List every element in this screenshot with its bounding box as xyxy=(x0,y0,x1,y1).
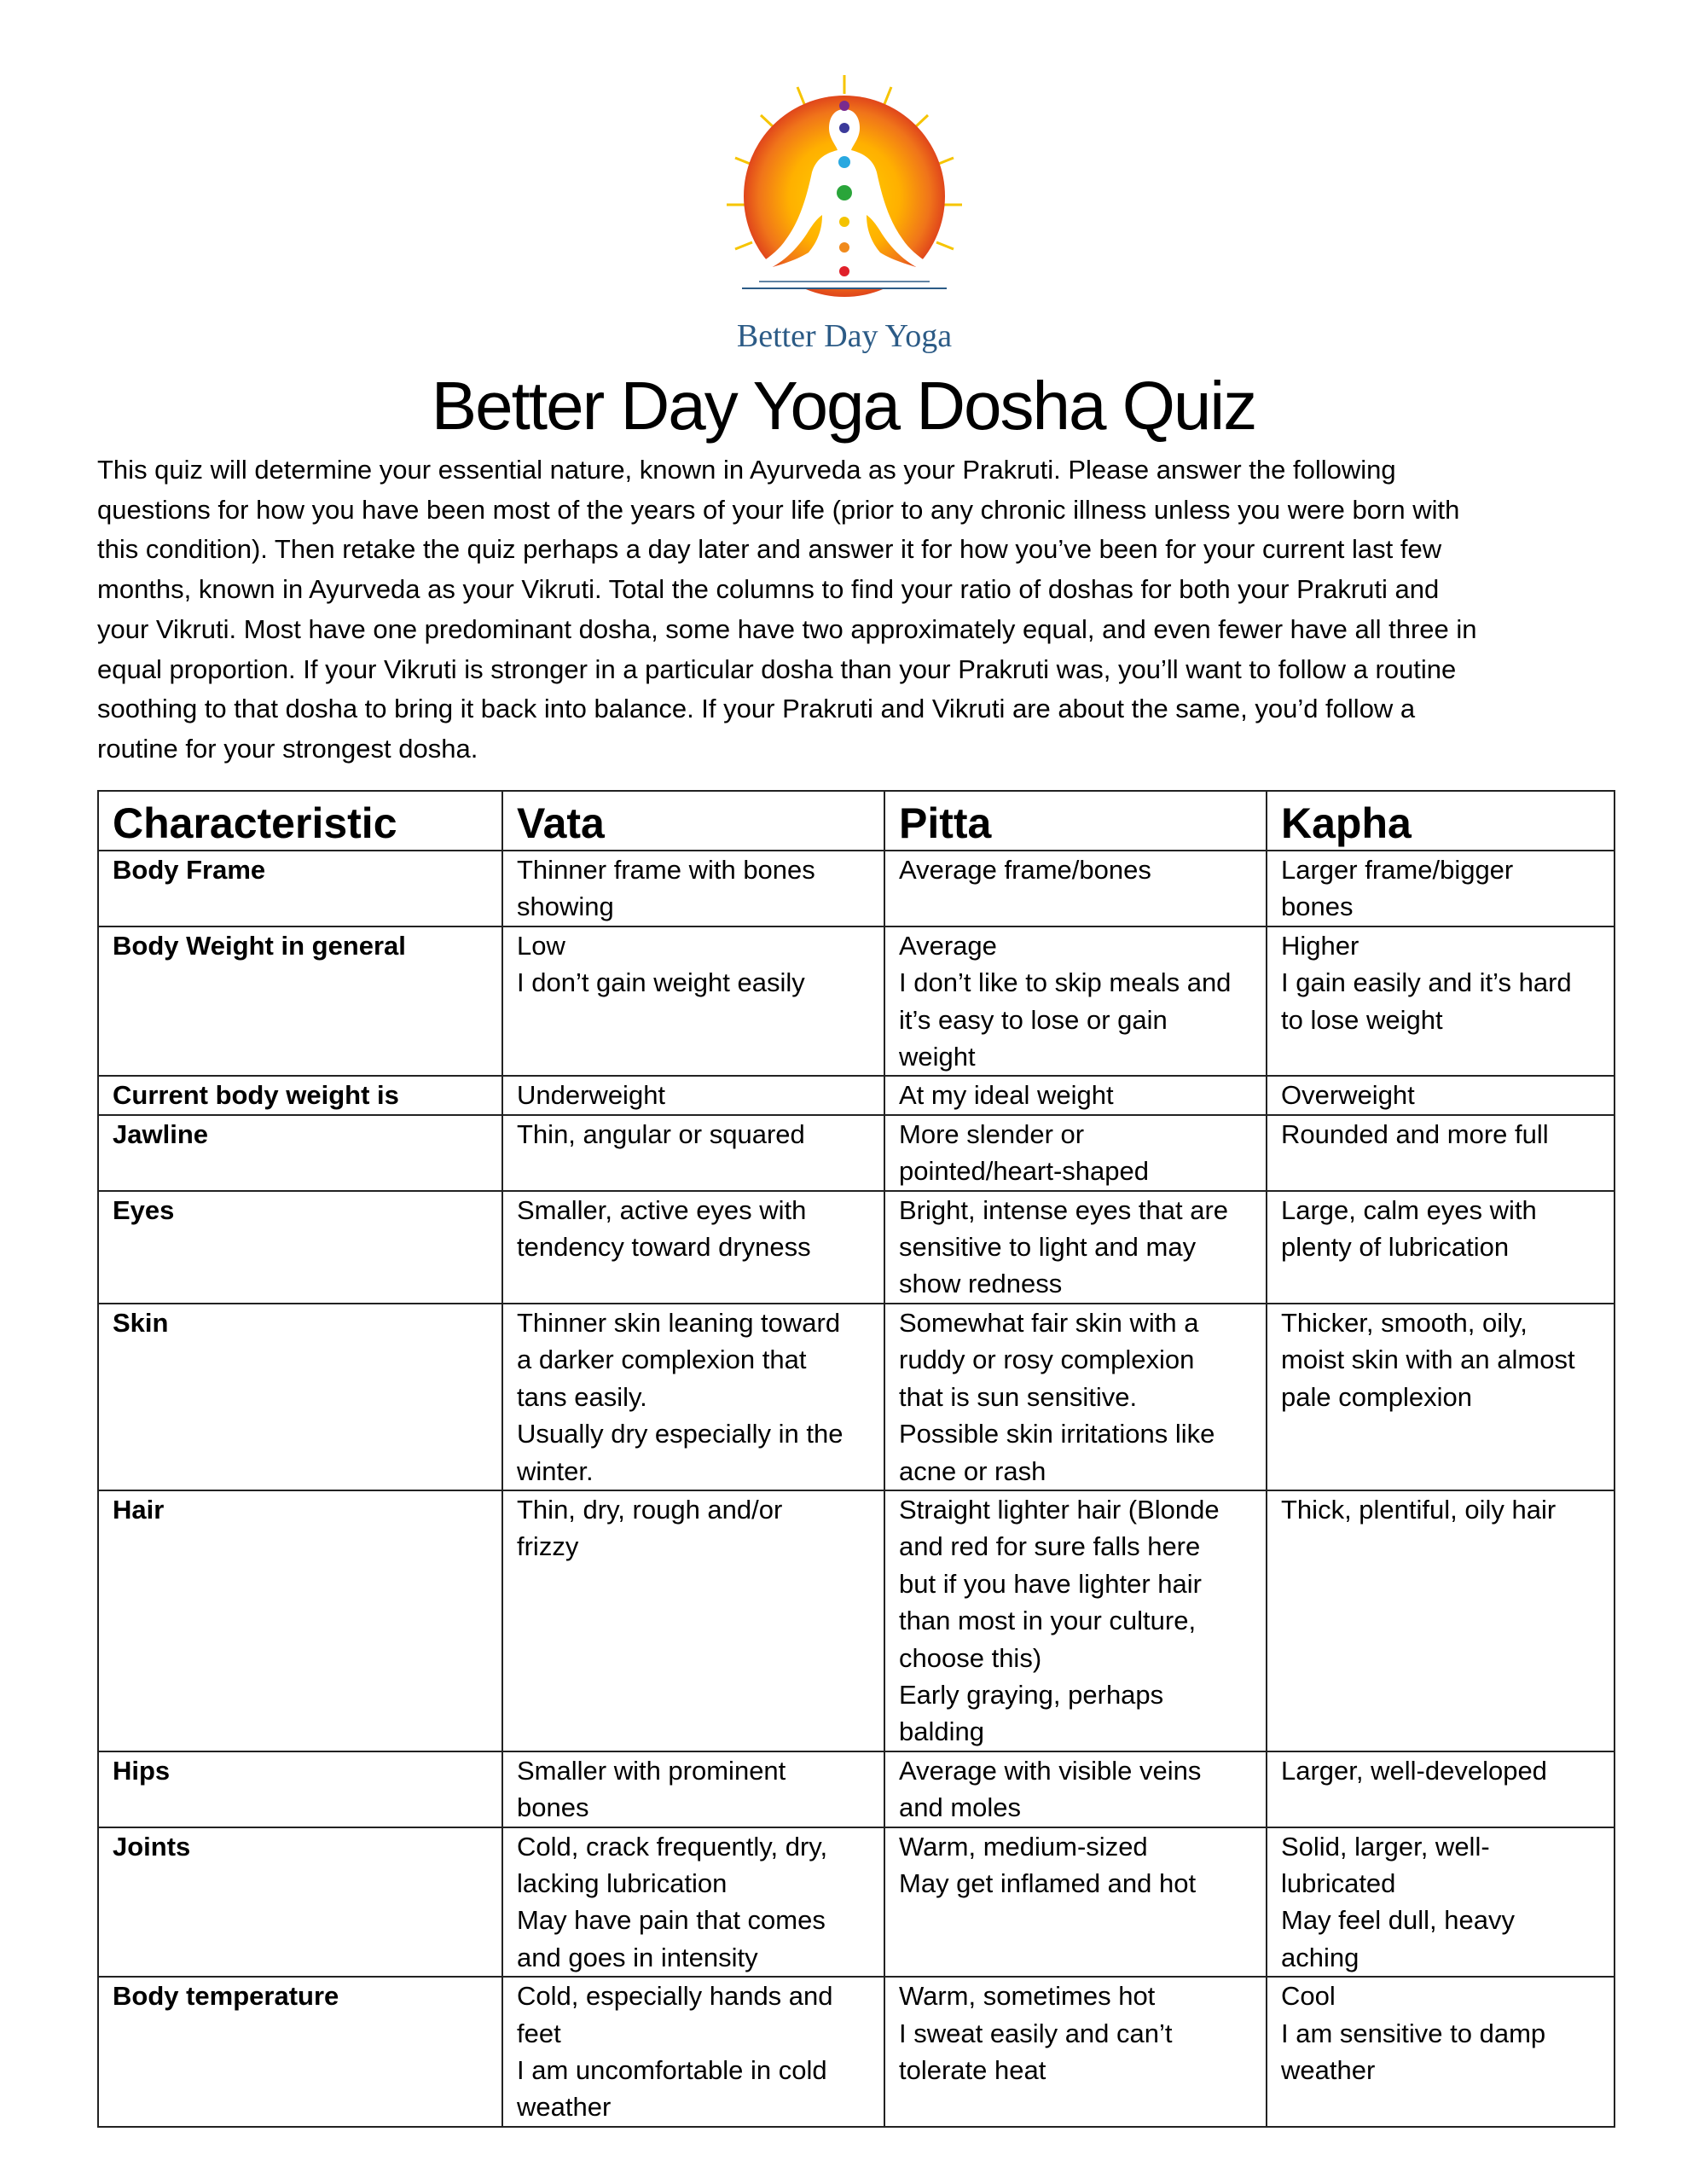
cell-kapha xyxy=(1267,926,1615,1077)
cell-line: feet xyxy=(517,2018,561,2048)
table-row xyxy=(98,926,1615,1077)
table-row xyxy=(98,1827,1615,1978)
cell-pitta xyxy=(884,1304,1267,1490)
cell-characteristic: Skin xyxy=(98,1304,502,1490)
cell-kapha xyxy=(1267,1191,1615,1304)
cell-characteristic: Current body weight is xyxy=(98,1076,502,1114)
intro-line: this condition). Then retake the quiz perhaps a day later and answer it for how you’ve been for your current last few xyxy=(97,534,1442,565)
cell-line: and red for sure falls here xyxy=(899,1531,1201,1562)
cell-line: tans easily. xyxy=(517,1381,647,1412)
cell-kapha xyxy=(1267,1751,1615,1827)
cell-vata xyxy=(502,1304,884,1490)
cell-line: but if you have lighter hair xyxy=(899,1568,1202,1599)
cell-line: pointed/heart-shaped xyxy=(899,1156,1150,1187)
header-vata: Vata xyxy=(502,791,884,851)
header-characteristic: Characteristic xyxy=(98,791,502,851)
cell-pitta xyxy=(884,926,1267,1077)
cell-line: Bright, intense eyes that are xyxy=(899,1194,1229,1225)
cell-line: Straight lighter hair (Blonde xyxy=(899,1494,1220,1525)
cell-characteristic: Hips xyxy=(98,1751,502,1827)
cell-line: Thicker, smooth, oily, xyxy=(1281,1307,1528,1338)
cell-line: I am uncomfortable in cold xyxy=(517,2055,827,2085)
cell-characteristic: Body Frame xyxy=(98,851,502,926)
cell-pitta xyxy=(884,1827,1267,1978)
dosha-quiz-table xyxy=(97,790,1615,2128)
cell-line: showing xyxy=(517,892,614,922)
meditating-figure-sun-icon xyxy=(708,68,981,324)
cell-line: Thick, plentiful, oily hair xyxy=(1281,1494,1557,1525)
cell-line: bones xyxy=(1281,892,1354,922)
cell-line: Smaller with prominent xyxy=(517,1755,786,1786)
cell-line: ruddy or rosy complexion xyxy=(899,1345,1195,1375)
cell-line: Cold, especially hands and xyxy=(517,1981,833,2012)
intro-line: routine for your strongest dosha. xyxy=(97,733,478,764)
cell-line: Larger frame/bigger xyxy=(1281,855,1514,885)
header-pitta: Pitta xyxy=(884,791,1267,851)
cell-line: lacking lubrication xyxy=(517,1867,728,1898)
cell-characteristic: Body temperature xyxy=(98,1977,502,2127)
table-row xyxy=(98,1191,1615,1304)
cell-line: Cold, crack frequently, dry, xyxy=(517,1831,828,1862)
cell-line: Higher xyxy=(1281,930,1359,961)
cell-line: Average xyxy=(899,930,997,961)
cell-line: balding xyxy=(899,1716,984,1747)
cell-line: More slender or xyxy=(899,1118,1085,1149)
cell-line: Warm, sometimes hot xyxy=(899,1981,1156,2012)
cell-line: Early graying, perhaps xyxy=(899,1679,1164,1710)
intro-line: months, known in Ayurveda as your Vikruti. Total the columns to find your ratio of doshas for both your Prakruti and xyxy=(97,574,1440,605)
cell-line: show redness xyxy=(899,1269,1063,1299)
cell-pitta xyxy=(884,1191,1267,1304)
cell-line: Underweight xyxy=(517,1080,666,1111)
table-row xyxy=(98,1304,1615,1490)
cell-characteristic: Eyes xyxy=(98,1191,502,1304)
cell-line: bones xyxy=(517,1792,589,1823)
cell-pitta xyxy=(884,851,1267,926)
cell-line: Cool xyxy=(1281,1981,1336,2012)
cell-line: I don’t gain weight easily xyxy=(517,967,805,998)
cell-vata xyxy=(502,1115,884,1191)
cell-line: choose this) xyxy=(899,1642,1042,1673)
cell-line: Overweight xyxy=(1281,1080,1415,1111)
cell-line: that is sun sensitive. xyxy=(899,1381,1138,1412)
cell-line: May feel dull, heavy xyxy=(1281,1905,1515,1936)
page-title: Better Day Yoga Dosha Quiz xyxy=(431,368,1256,444)
cell-line: and moles xyxy=(899,1792,1022,1823)
cell-line: Average with visible veins xyxy=(899,1755,1202,1786)
cell-line: weather xyxy=(517,2092,612,2123)
cell-vata xyxy=(502,926,884,1077)
cell-line: Somewhat fair skin with a xyxy=(899,1307,1199,1338)
cell-line: I don’t like to skip meals and xyxy=(899,967,1232,998)
cell-line: Solid, larger, well- xyxy=(1281,1831,1490,1862)
cell-line: a darker complexion that xyxy=(517,1345,807,1375)
cell-kapha xyxy=(1267,1076,1615,1114)
cell-vata xyxy=(502,1977,884,2127)
cell-line: Rounded and more full xyxy=(1281,1118,1549,1149)
cell-line: tendency toward dryness xyxy=(517,1232,811,1263)
logo xyxy=(708,68,981,367)
cell-line: Large, calm eyes with xyxy=(1281,1194,1537,1225)
cell-kapha xyxy=(1267,851,1615,926)
cell-line: I sweat easily and can’t xyxy=(899,2018,1173,2048)
header-kapha: Kapha xyxy=(1267,791,1615,851)
cell-line: and goes in intensity xyxy=(517,1942,758,1972)
cell-line: than most in your culture, xyxy=(899,1606,1197,1636)
cell-line: Warm, medium-sized xyxy=(899,1831,1148,1862)
cell-characteristic: Joints xyxy=(98,1827,502,1978)
cell-pitta xyxy=(884,1977,1267,2127)
cell-kapha xyxy=(1267,1977,1615,2127)
cell-vata xyxy=(502,1490,884,1751)
cell-vata xyxy=(502,1827,884,1978)
table-row xyxy=(98,1751,1615,1827)
cell-vata xyxy=(502,851,884,926)
table-row xyxy=(98,1977,1615,2127)
cell-kapha xyxy=(1267,1827,1615,1978)
cell-line: it’s easy to lose or gain xyxy=(899,1004,1168,1035)
logo-text: Better Day Yoga xyxy=(736,318,953,354)
cell-line: tolerate heat xyxy=(899,2055,1046,2085)
cell-line: lubricated xyxy=(1281,1867,1396,1898)
intro-paragraph xyxy=(97,450,1598,770)
cell-line: Low xyxy=(517,930,565,961)
cell-line: Usually dry especially in the xyxy=(517,1419,844,1449)
intro-line: soothing to that dosha to bring it back into balance. If your Prakruti and Vikruti are about the same, you’d follow a xyxy=(97,694,1416,724)
intro-line: This quiz will determine your essential nature, known in Ayurveda as your Prakruti. Please answer the following xyxy=(97,455,1396,485)
cell-line: Smaller, active eyes with xyxy=(517,1194,807,1225)
cell-pitta xyxy=(884,1076,1267,1114)
cell-line: frizzy xyxy=(517,1531,579,1562)
cell-line: I gain easily and it’s hard xyxy=(1281,967,1572,998)
cell-line: Average frame/bones xyxy=(899,855,1151,885)
cell-kapha xyxy=(1267,1115,1615,1191)
cell-line: Possible skin irritations like xyxy=(899,1419,1215,1449)
table-row xyxy=(98,851,1615,926)
cell-line: May get inflamed and hot xyxy=(899,1867,1197,1898)
table-row xyxy=(98,1490,1615,1751)
cell-line: Thin, dry, rough and/or xyxy=(517,1494,783,1525)
cell-line: I am sensitive to damp xyxy=(1281,2018,1546,2048)
cell-vata xyxy=(502,1191,884,1304)
table-row xyxy=(98,1076,1615,1114)
cell-characteristic: Body Weight in general xyxy=(98,926,502,1077)
cell-vata xyxy=(502,1751,884,1827)
cell-line: pale complexion xyxy=(1281,1381,1473,1412)
cell-kapha xyxy=(1267,1490,1615,1751)
cell-characteristic: Jawline xyxy=(98,1115,502,1191)
cell-line: Thin, angular or squared xyxy=(517,1118,805,1149)
table-row xyxy=(98,1115,1615,1191)
cell-line: Larger, well-developed xyxy=(1281,1755,1547,1786)
cell-line: sensitive to light and may xyxy=(899,1232,1197,1263)
intro-line: equal proportion. If your Vikruti is stronger in a particular dosha than your Prakruti was, you’ll want to follow a routine xyxy=(97,653,1457,684)
cell-line: aching xyxy=(1281,1942,1359,1972)
cell-vata xyxy=(502,1076,884,1114)
cell-line: acne or rash xyxy=(899,1455,1046,1486)
cell-line: winter. xyxy=(517,1455,594,1486)
cell-line: Thinner skin leaning toward xyxy=(517,1307,841,1338)
cell-line: weight xyxy=(899,1042,976,1072)
cell-line: moist skin with an almost xyxy=(1281,1345,1575,1375)
cell-characteristic: Hair xyxy=(98,1490,502,1751)
cell-line: At my ideal weight xyxy=(899,1080,1114,1111)
cell-pitta xyxy=(884,1490,1267,1751)
intro-line: your Vikruti. Most have one predominant dosha, some have two approximately equal, and even fewer have all three in xyxy=(97,613,1477,644)
intro-line: questions for how you have been most of the years of your life (prior to any chronic illness unless you were born with xyxy=(97,494,1460,525)
cell-line: May have pain that comes xyxy=(517,1905,826,1936)
cell-pitta xyxy=(884,1115,1267,1191)
table-header-row xyxy=(98,791,1615,851)
cell-line: weather xyxy=(1281,2055,1376,2085)
cell-kapha xyxy=(1267,1304,1615,1490)
cell-line: Thinner frame with bones xyxy=(517,855,815,885)
cell-line: plenty of lubrication xyxy=(1281,1232,1510,1263)
cell-line: to lose weight xyxy=(1281,1004,1443,1035)
cell-pitta xyxy=(884,1751,1267,1827)
